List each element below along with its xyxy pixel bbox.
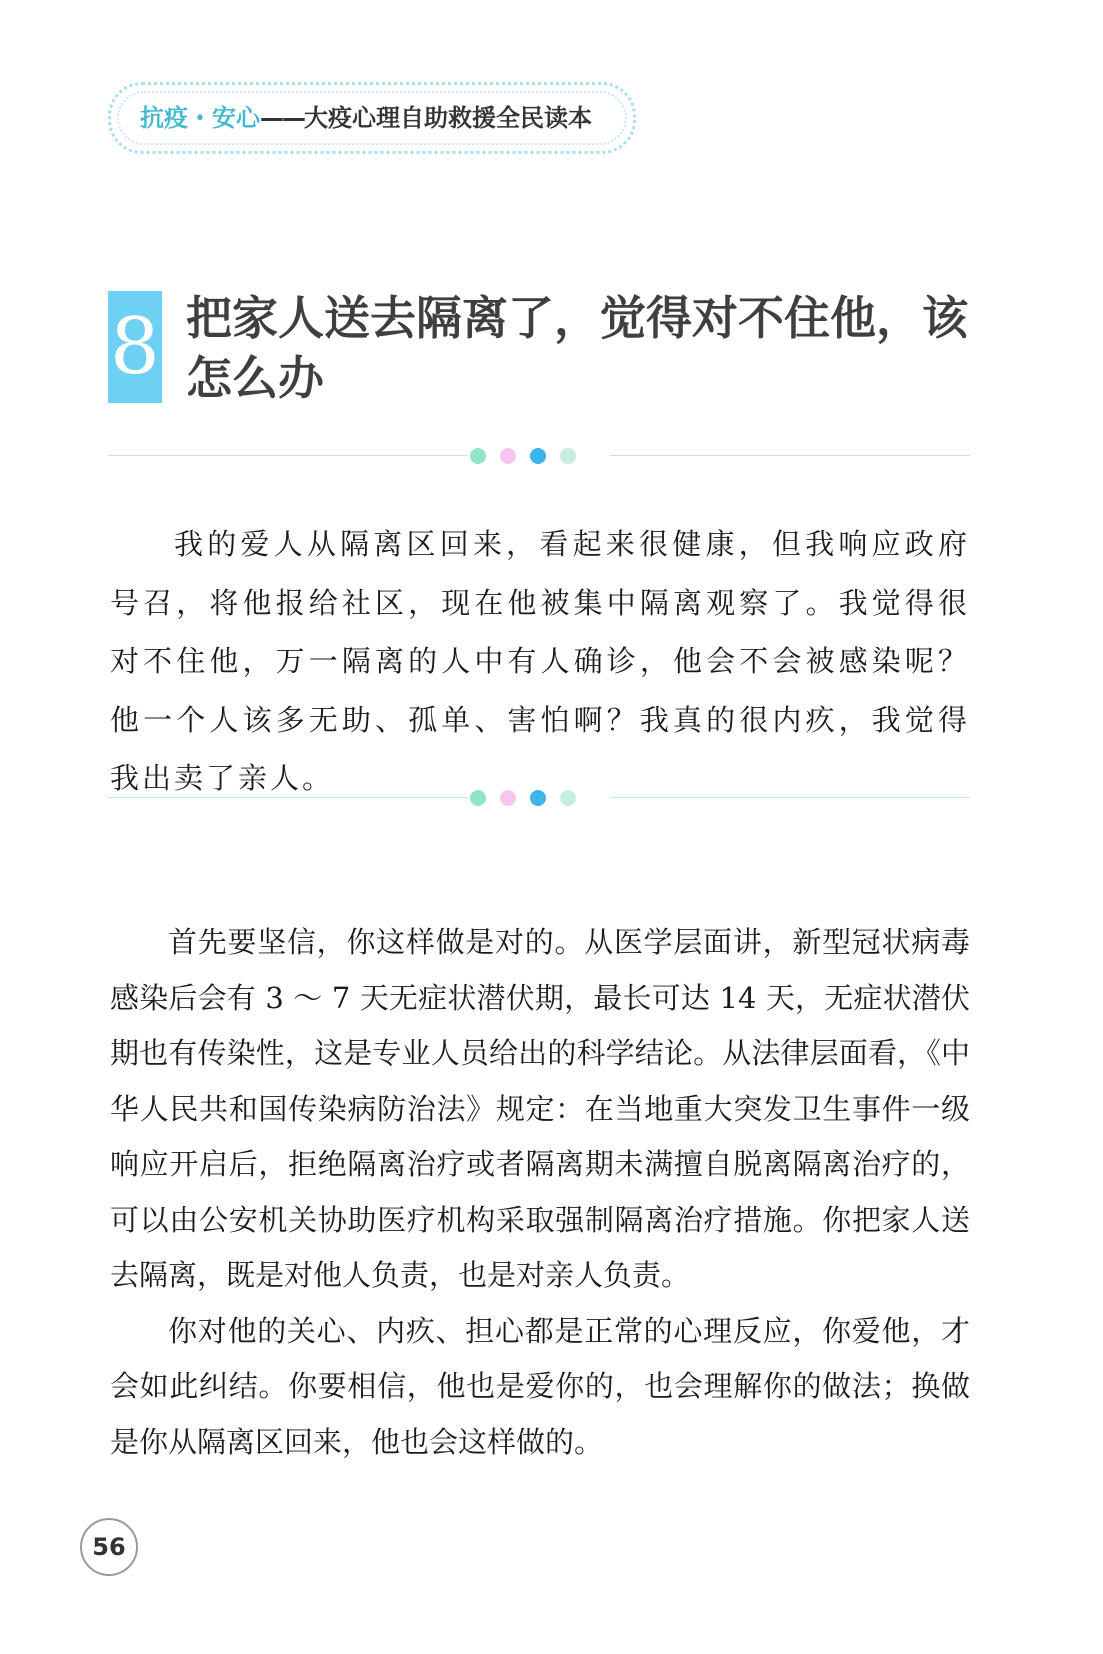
answer-paragraph-2: 你对他的关心、内疚、担心都是正常的心理反应，你爱他，才会如此纠结。你要相信，他也是爱你的，也会理解你的做法；换做是你从隔离区回来，他也会这样做的。 xyxy=(110,1313,970,1459)
divider-line-right xyxy=(610,455,970,456)
divider-dot-3 xyxy=(530,448,546,464)
question-text: 我的爱人从隔离区回来，看起来很健康，但我响应政府号召，将他报给社区，现在他被集中隔离观察了。我觉得很对不住他，万一隔离的人中有人确诊，他会不会被感染呢？他一个人该多无助、孤单、害怕啊？我真的很内疚，我觉得我出卖了亲人。 xyxy=(110,527,970,795)
header-dash: —— xyxy=(260,104,304,132)
divider-dot-1 xyxy=(470,790,486,806)
divider-line-left xyxy=(108,797,468,798)
running-header xyxy=(140,100,592,136)
chapter-title: 把家人送去隔离了，觉得对不住他，该怎么办 xyxy=(186,291,968,405)
divider-line-right xyxy=(610,797,970,798)
divider-dot-4 xyxy=(560,448,576,464)
chapter-number-badge: 8 xyxy=(108,291,162,403)
divider-dot-3 xyxy=(530,790,546,806)
divider-bottom xyxy=(108,788,970,808)
question-block xyxy=(110,515,970,808)
divider-dot-2 xyxy=(500,790,516,806)
divider-dot-4 xyxy=(560,790,576,806)
series-name: 抗疫・安心 xyxy=(140,104,260,132)
divider-line-left xyxy=(108,455,468,456)
answer-paragraph-1: 首先要坚信，你这样做是对的。从医学层面讲，新型冠状病毒感染后会有 3 ～ 7 天无症状潜伏期，最长可达 14 天，无症状潜伏期也有传染性，这是专业人员给出的科学结论。从法律层面看，《中华人民共和国传染病防治法》规定：在当地重大突发卫生事件一级响应开启后，拒绝隔离治疗或者隔离期未满擅自脱离隔离治疗的，可以由公安机关协助医疗机构采取强制隔离治疗措施。你把家人送去隔离，既是对他人负责，也是对亲人负责。 xyxy=(110,925,970,1292)
answer-block xyxy=(110,915,970,1470)
divider-dot-2 xyxy=(500,448,516,464)
page-number: 56 xyxy=(80,1518,138,1576)
divider-top xyxy=(108,446,970,466)
divider-dot-1 xyxy=(470,448,486,464)
book-title: 大疫心理自助救援全民读本 xyxy=(304,104,592,132)
